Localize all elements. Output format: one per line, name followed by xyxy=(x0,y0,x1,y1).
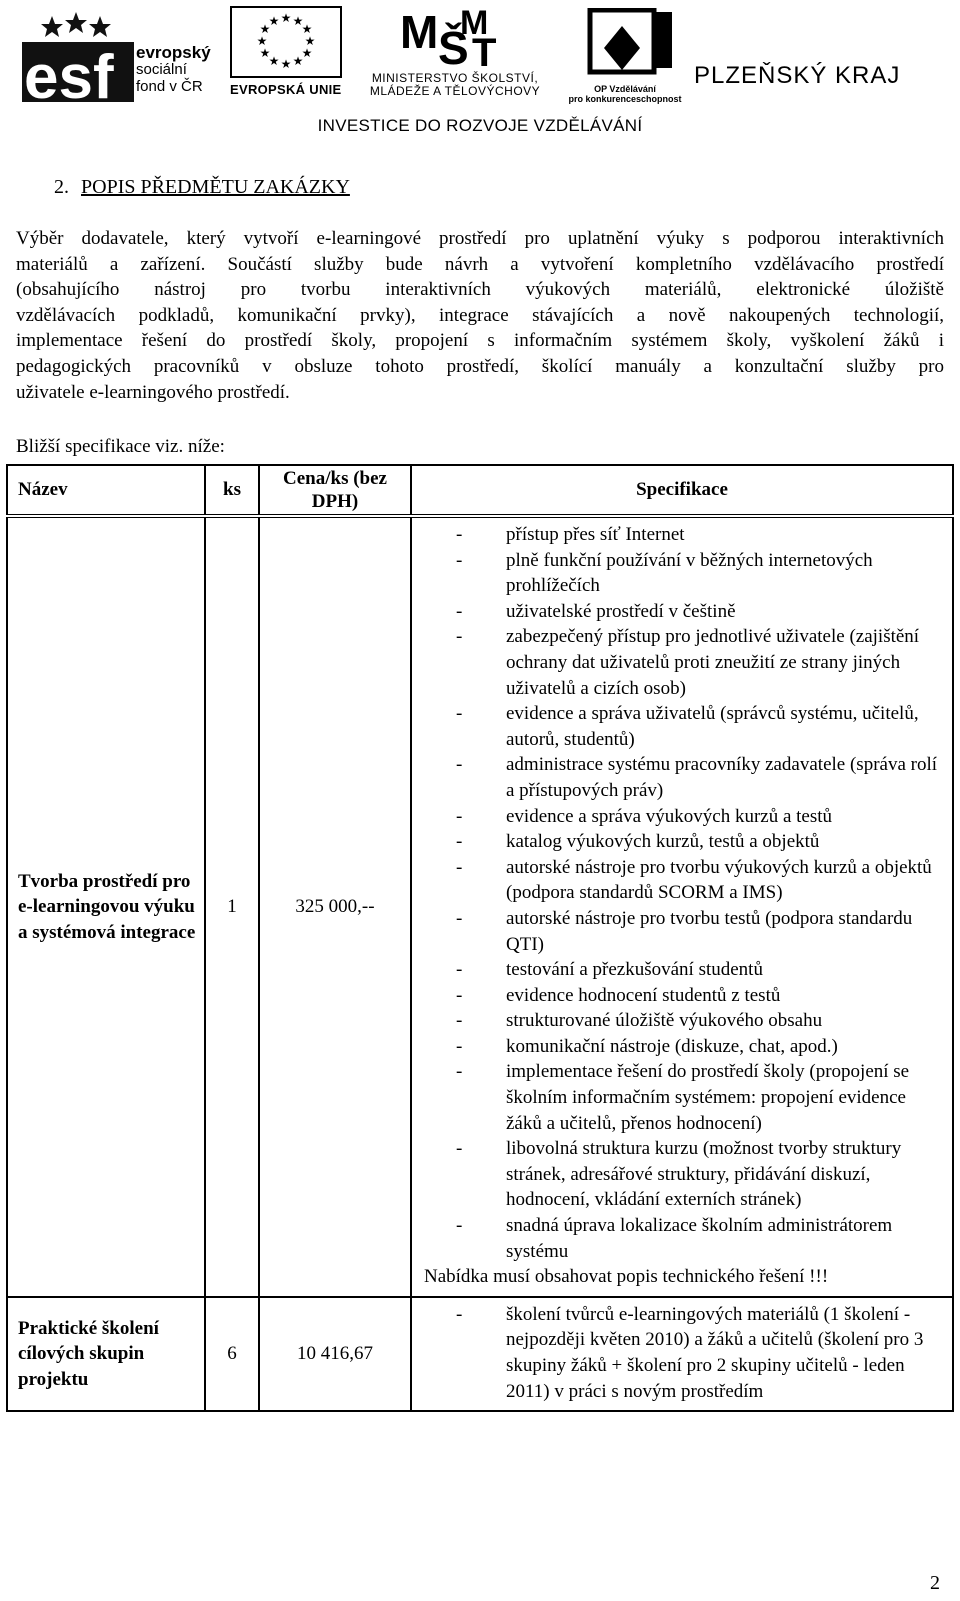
tagline: INVESTICE DO ROZVOJE VZDĚLÁVÁNÍ xyxy=(317,116,643,135)
spec-item: - komunikační nástroje (diskuze, chat, apod.) xyxy=(456,1035,838,1057)
intro-line: implementace řešení do prostředí školy, propojení s informačním systémem školy, vyškolení žáků i xyxy=(16,330,944,352)
table-header-row xyxy=(7,465,953,516)
eu-logo: ★ ★ ★ ★ ★ ★ ★ ★ ★ ★ ★ ★ EVROPSKÁ UNIE xyxy=(230,6,342,98)
esf-logo-text: evropský sociální fond v ČR xyxy=(136,43,211,95)
svg-text:★: ★ xyxy=(280,11,292,25)
svg-text:M: M xyxy=(460,4,489,42)
svg-text:★: ★ xyxy=(268,54,280,68)
msmt-logo xyxy=(352,4,558,100)
spec-item: - evidence a správa výukových kurzů a testů xyxy=(456,805,833,827)
spec-item: - strukturované úložiště výukového obsahu xyxy=(456,1010,823,1032)
header-logos xyxy=(0,0,960,150)
opvk-label: OP Vzdělávání pro konkurenceschopnost xyxy=(568,84,682,104)
svg-text:M: M xyxy=(400,6,439,58)
spec-item: - snadná úprava lokalizace školním administrátorem systému xyxy=(456,1215,893,1262)
header-qty: ks xyxy=(205,465,259,516)
row-spec xyxy=(411,516,953,1297)
row-name: Tvorba prostředí pro e-learningovou výuku a systémová integrace xyxy=(7,516,205,1297)
section-number: 2. xyxy=(54,176,69,198)
spec-list xyxy=(424,522,944,1264)
svg-text:★: ★ xyxy=(256,34,268,48)
spec-item: - přístup přes síť Internet xyxy=(456,524,685,545)
svg-text:T: T xyxy=(472,31,497,70)
spec-item: - katalog výukových kurzů, testů a objektů xyxy=(456,831,820,853)
row-qty: 1 xyxy=(205,516,259,1297)
msmt-label: MINISTERSTVO ŠKOLSTVÍ, MLÁDEŽE A TĚLOVÝCHOVY xyxy=(369,71,541,98)
spec-item: - evidence hodnocení studentů z testů xyxy=(456,984,781,1006)
intro-line: vzdělávacích podkladů, komunikační prvky), integrace stávajících a nově nakoupených technologií, xyxy=(16,304,944,326)
row-name: Praktické školení cílových skupin projektu xyxy=(7,1297,205,1411)
svg-text:★: ★ xyxy=(301,46,313,60)
row-qty: 6 xyxy=(205,1297,259,1411)
spec-item: - libovolná struktura kurzu (možnost tvorby struktury stránek, adresářové struktury, přidávání diskuzí, hodnocení, vkládání externích stránek) xyxy=(456,1138,902,1211)
svg-text:esf: esf xyxy=(24,43,114,102)
spec-table xyxy=(6,464,954,1412)
spec-item: - evidence a správa uživatelů (správců systému, učitelů, autorů, studentů) xyxy=(456,703,919,750)
table-row xyxy=(7,1297,953,1411)
plzensky-kraj-logo: PLZEŇSKÝ KRAJ xyxy=(694,62,901,89)
table-row xyxy=(7,516,953,1297)
svg-text:★: ★ xyxy=(304,34,316,48)
spec-item: - plně funkční používání v běžných internetových prohlížečích xyxy=(456,549,873,597)
row-price: 10 416,67 xyxy=(259,1297,411,1411)
intro-line: materiálů a zařízení. Součástí služby bude návrh a vytvoření kompletního vzdělávacího prostředí xyxy=(16,253,944,275)
header-name: Název xyxy=(7,465,205,516)
eu-flag-icon xyxy=(230,6,342,78)
opvk-logo xyxy=(560,8,690,104)
spec-item: - implementace řešení do prostředí školy (propojení se školním informačním systémem: propojení evidence žáků a učitelů, přenos hodnocení) xyxy=(456,1061,910,1134)
page-number: 2 xyxy=(930,1572,940,1594)
row-price: 325 000,-- xyxy=(259,516,411,1297)
section-title: POPIS PŘEDMĚTU ZAKÁZKY xyxy=(81,176,350,198)
section-heading xyxy=(54,176,350,199)
spec-item: - administrace systému pracovníky zadavatele (správa rolí a přístupových práv) xyxy=(456,754,938,801)
intro-paragraph xyxy=(16,226,944,405)
spec-item: - testování a přezkušování studentů xyxy=(456,959,763,981)
spec-item: - uživatelské prostředí v češtině xyxy=(456,600,736,622)
esf-logo xyxy=(22,12,134,102)
spec-list xyxy=(424,1302,944,1404)
svg-text:★: ★ xyxy=(301,22,313,36)
intro-line: pedagogických pracovníků v obsluze tohoto prostředí, školící manuály a konzultační služby pro xyxy=(16,355,944,377)
svg-text:★: ★ xyxy=(292,14,304,28)
spec-item: - autorské nástroje pro tvorbu výukových kurzů a objektů (podpora standardů SCORM a IMS) xyxy=(456,856,932,904)
header-price: Cena/ks (bez DPH) xyxy=(259,465,411,516)
spec-note: Nabídka musí obsahovat popis technického řešení !!! xyxy=(424,1266,829,1288)
spec-item: - autorské nástroje pro tvorbu testů (podpora standardu QTI) xyxy=(456,907,913,955)
spec-label: Bližší specifikace viz. níže: xyxy=(16,436,225,457)
intro-line: (obsahujícího nástroj pro tvorbu interaktivních výukových materiálů, elektronické úložiště xyxy=(16,279,944,301)
spec-item: - školení tvůrců e-learningových materiálů (1 školení - nejpozději květen 2010) a žáků a učitelů (školení pro 3 skupiny žáků + školení pro 2 skupiny učitelů - leden 2011) v práci s novým prostředím xyxy=(456,1303,924,1402)
header-spec: Specifikace xyxy=(411,465,953,516)
row-spec xyxy=(411,1297,953,1411)
intro-line: Výběr dodavatele, který vytvoří e-learningové prostředí pro uplatnění výuky s podporou interaktivních xyxy=(16,228,944,249)
svg-text:★: ★ xyxy=(259,46,271,60)
svg-text:★: ★ xyxy=(268,14,280,28)
svg-text:★: ★ xyxy=(292,54,304,68)
spec-item: - zabezpečený přístup pro jednotlivé uživatele (zajištění ochrany dat uživatelů proti zneužití ze strany jiných uživatelů a cizích osob) xyxy=(456,626,920,699)
intro-line: uživatele e-learningového prostředí. xyxy=(16,381,290,403)
svg-text:★: ★ xyxy=(259,22,271,36)
svg-text:★: ★ xyxy=(280,57,292,71)
svg-text:Š: Š xyxy=(438,22,469,70)
